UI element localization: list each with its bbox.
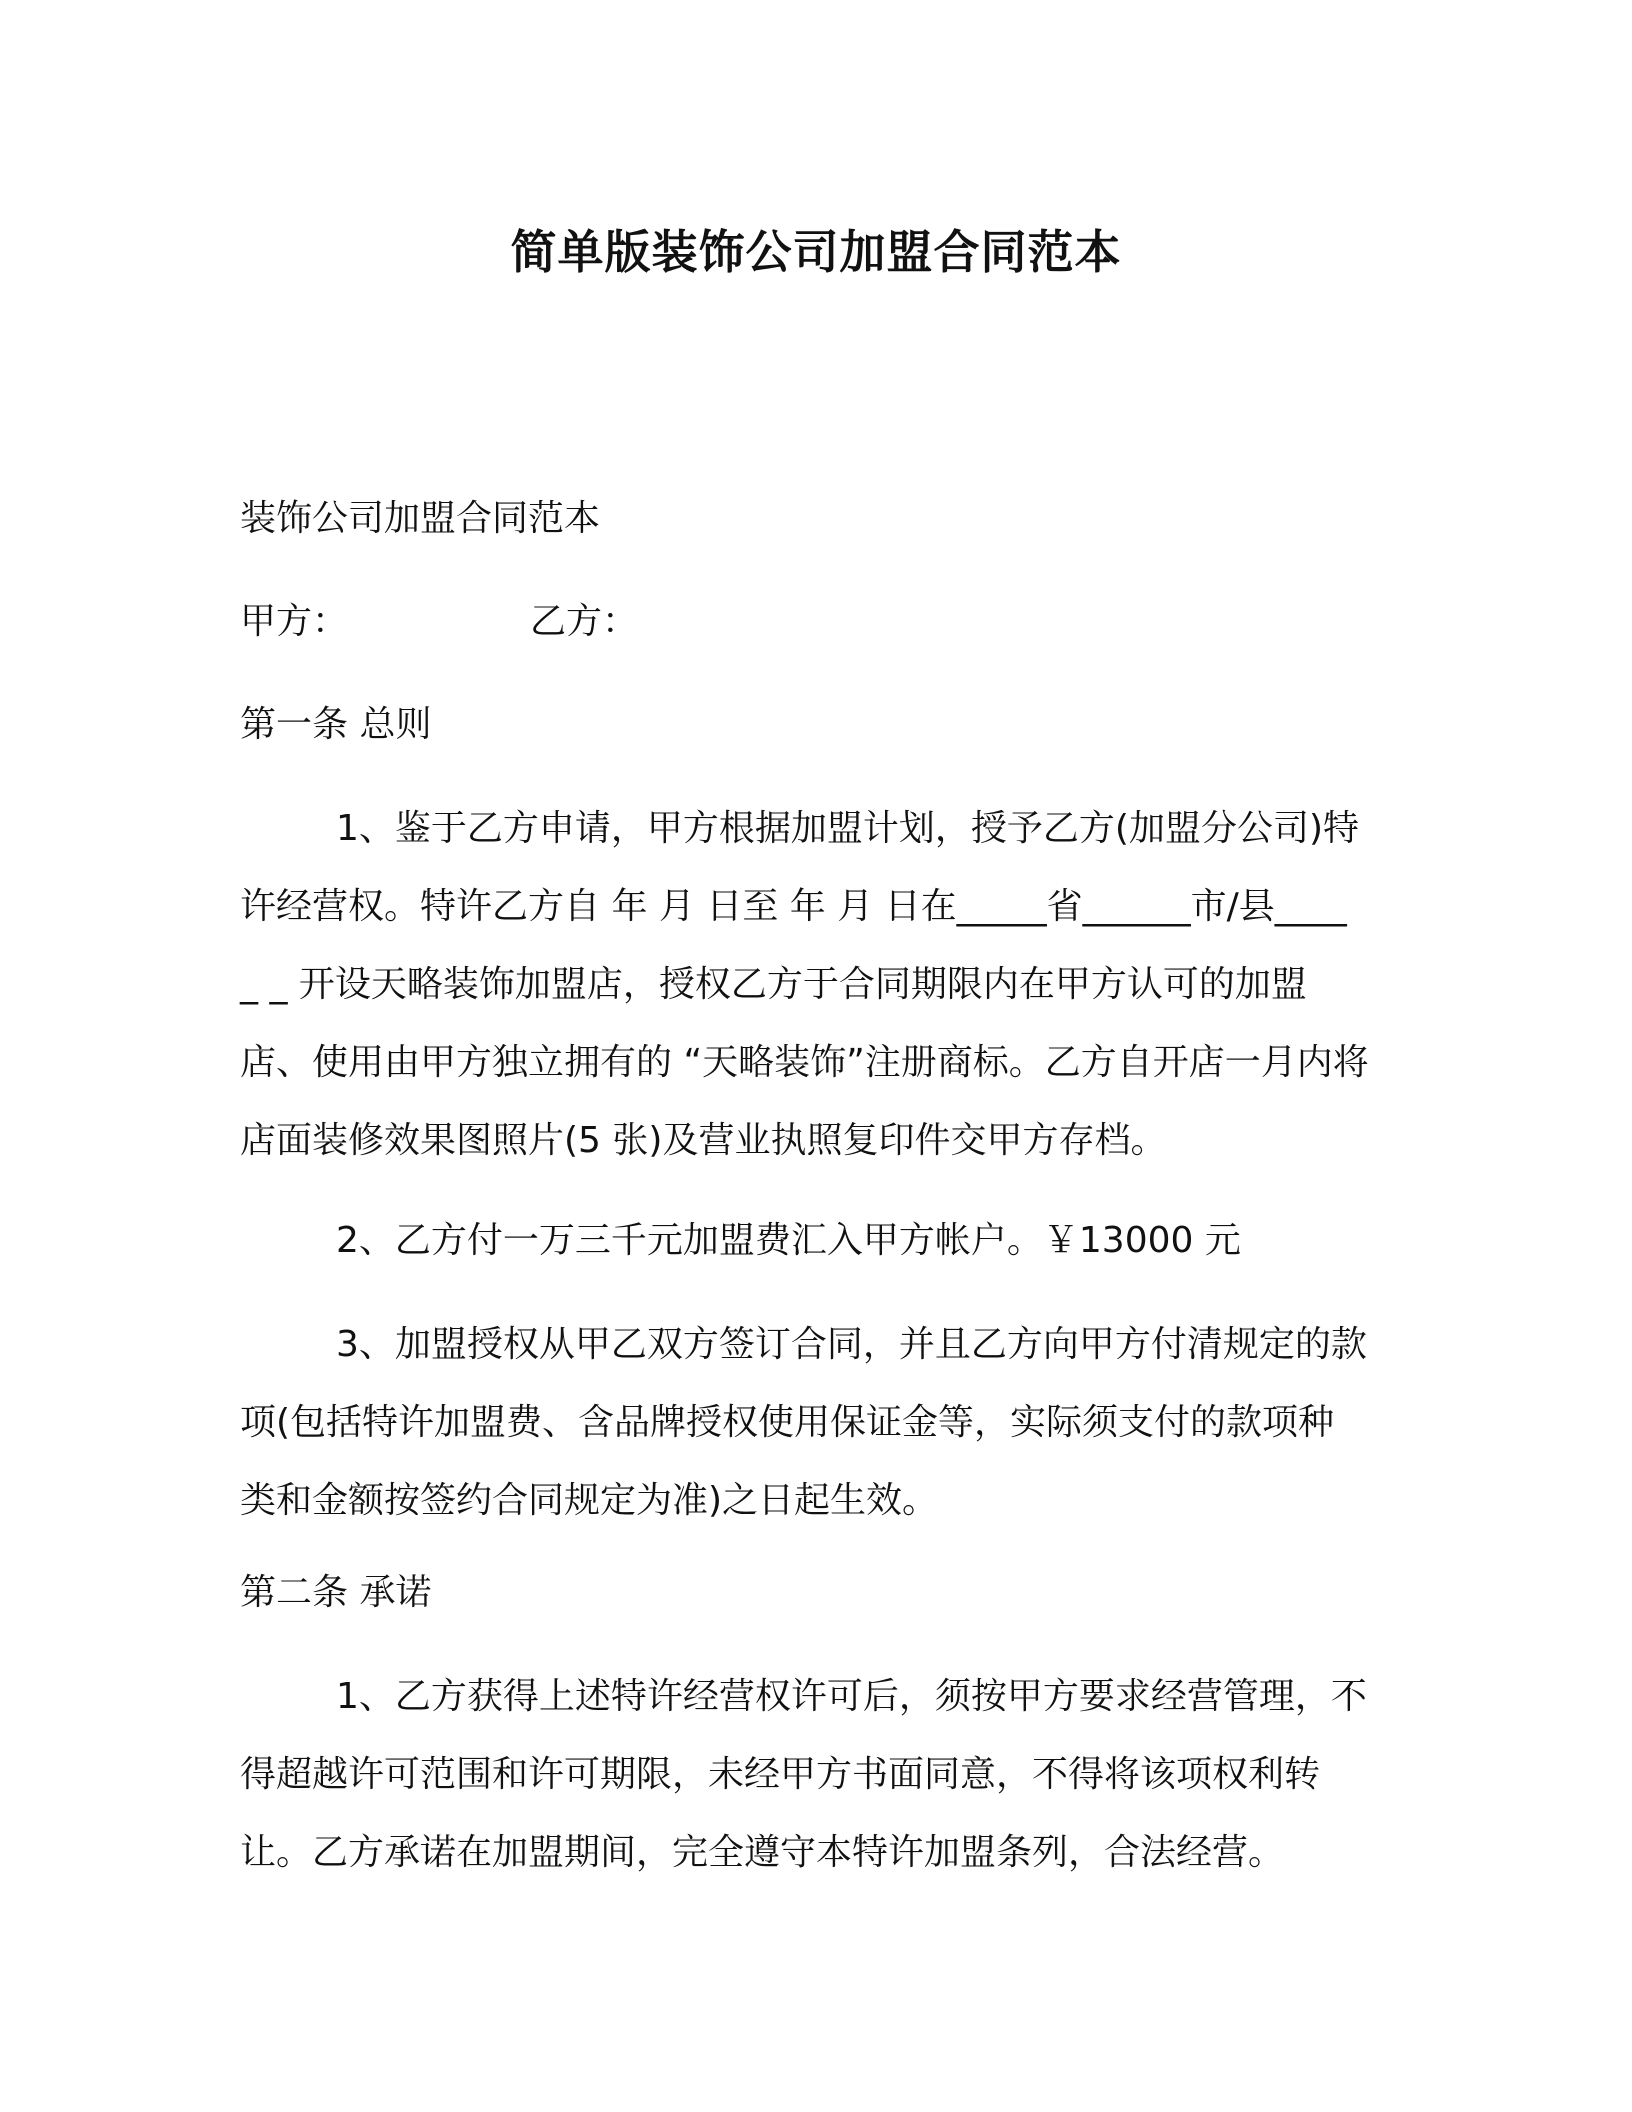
document-subtitle: 装饰公司加盟合同范本 [240, 498, 601, 539]
party-a-label: 甲方： [240, 601, 349, 642]
article1-clause1: 1、鉴于乙方申请，甲方根据加盟计划，授予乙方(加盟分公司)特许经营权。特许乙方自 年 月 日至 年 月 日在_____省______市/县____ _ _ 开设天略装饰加盟店，授权乙方于合同期限内在甲方认可的加盟店、使用由甲方独立拥有的 “天略装饰”注册商标。乙方自开店一月内将店面装修效果图照片(5 张)及营业执照复印件交甲方存档。 [240, 808, 1369, 1161]
article2-heading: 第二条 承诺 [240, 1572, 432, 1613]
article1-clause3: 3、加盟授权从甲乙双方签订合同，并且乙方向甲方付清规定的款项(包括特许加盟费、含品牌授权使用保证金等，实际须支付的款项种类和金额按签约合同规定为准)之日起生效。 [240, 1324, 1367, 1521]
document-title: 简单版装饰公司加盟合同范本 [510, 225, 1122, 279]
party-b-label: 乙方： [530, 601, 639, 642]
article1-clause2: 2、乙方付一万三千元加盟费汇入甲方帐户。￥13000 元 [336, 1220, 1241, 1261]
article1-heading: 第一条 总则 [240, 704, 432, 745]
article2-clause1: 1、乙方获得上述特许经营权许可后，须按甲方要求经营管理，不得超越许可范围和许可期限，未经甲方书面同意，不得将该项权利转让。乙方承诺在加盟期间，完全遵守本特许加盟条列，合法经营。 [240, 1676, 1367, 1873]
